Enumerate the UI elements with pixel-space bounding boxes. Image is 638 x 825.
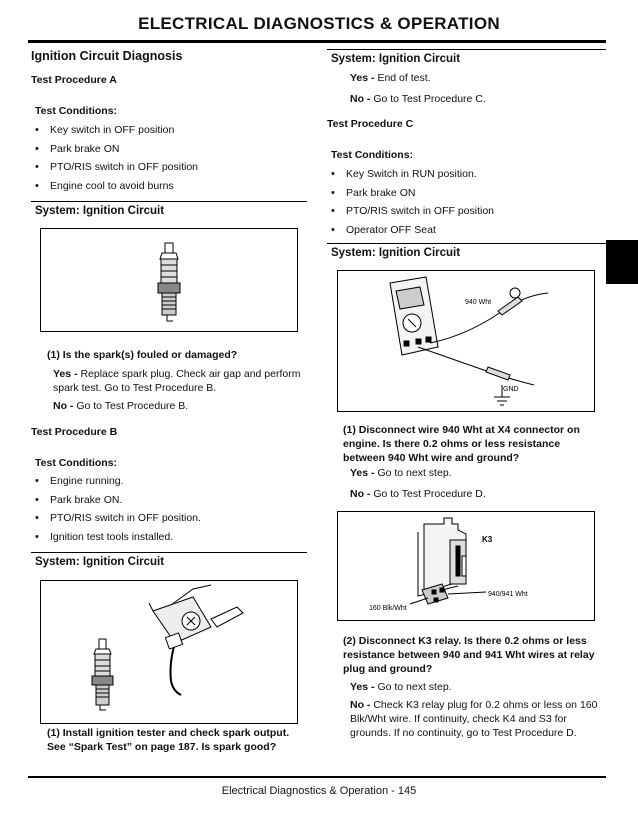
procedure-a-question: (1) Is the spark(s) fouled or damaged?: [47, 349, 238, 361]
no-label: No -: [350, 93, 371, 105]
page-footer: Electrical Diagnostics & Operation - 145: [221, 785, 417, 797]
yes-label: Yes -: [350, 72, 375, 84]
procedure-b-yes-answer: Yes - End of test.: [350, 72, 431, 84]
procedure-a-conditions-title: Test Conditions:: [35, 105, 118, 117]
system-rule: [327, 243, 606, 244]
procedure-c-question-2: (2) Disconnect K3 relay. Is there 0.2 ohms or less resistance between 940 and 941 Wht wires at relay plug and ground?: [343, 635, 595, 675]
procedure-a-yes-answer: Yes - Replace spark plug. Check air gap and perform spark test. Go to Test Procedure B.: [53, 368, 301, 394]
relay-wire-label: 160 Blk/Wht: [369, 605, 407, 612]
procedure-b-conditions-list: [35, 475, 305, 549]
wire-label: 940 Wht: [465, 299, 492, 306]
list-item: • Key Switch in RUN position.: [331, 168, 601, 187]
list-item: • PTO/RIS switch in OFF position: [331, 205, 601, 224]
list-item: • Park brake ON.: [35, 494, 305, 513]
procedure-b-no-answer: No - Go to Test Procedure C.: [350, 93, 486, 105]
procedure-c-title: Test Procedure C: [327, 118, 414, 130]
ignition-tester-icon: [41, 581, 297, 723]
header-rule: [28, 40, 606, 43]
procedure-a-system-title: System: Ignition Circuit: [35, 205, 165, 217]
procedure-c-q2-no-answer: No - Check K3 relay plug for 0.2 ohms or less on 160 Blk/Wht wire. If continuity, check K4 and S3 for grounds. If no continuity, go to Test Procedure D.: [350, 699, 598, 739]
procedure-a-no-answer: No - Go to Test Procedure B.: [53, 400, 189, 412]
multimeter-figure: [337, 270, 595, 412]
spark-plug-figure: [40, 228, 298, 332]
procedure-c-system-title: System: Ignition Circuit: [331, 247, 461, 259]
list-item: • Operator OFF Seat: [331, 224, 601, 243]
procedure-c-question-1: (1) Disconnect wire 940 Wht at X4 connector on engine. Is there 0.2 ohms or less resistance between 940 Wht wire and ground?: [343, 424, 580, 464]
no-label: No -: [350, 699, 371, 711]
procedure-b-system-title: System: Ignition Circuit: [35, 556, 165, 568]
section-title: Ignition Circuit Diagnosis: [31, 49, 183, 63]
list-item: • PTO/RIS switch in OFF position.: [35, 512, 305, 531]
list-item: • Ignition test tools installed.: [35, 531, 305, 550]
system-rule: [327, 49, 606, 50]
right-system-title: System: Ignition Circuit: [331, 53, 461, 65]
spark-plug-icon: [41, 229, 297, 331]
procedure-a-conditions-list: [35, 124, 305, 198]
footer-rule: [28, 776, 606, 778]
section-tab: [606, 240, 638, 284]
list-item: • PTO/RIS switch in OFF position: [35, 161, 305, 180]
system-rule: [31, 201, 307, 202]
procedure-c-q2-yes-answer: Yes - Go to next step.: [350, 681, 452, 693]
relay-figure: [337, 511, 595, 621]
system-rule: [31, 552, 307, 553]
procedure-c-q1-yes-answer: Yes - Go to next step.: [350, 467, 452, 479]
no-label: No -: [350, 488, 371, 500]
multimeter-icon: [338, 271, 594, 411]
list-item: • Engine running.: [35, 475, 305, 494]
relay-icon: [338, 512, 594, 620]
list-item: • Key switch in OFF position: [35, 124, 305, 143]
relay-label: K3: [482, 535, 493, 544]
ground-label: GND: [503, 386, 519, 393]
yes-label: Yes -: [53, 368, 78, 380]
list-item: • Park brake ON: [331, 187, 601, 206]
procedure-c-conditions-title: Test Conditions:: [331, 149, 414, 161]
yes-label: Yes -: [350, 467, 375, 479]
list-item: • Park brake ON: [35, 143, 305, 162]
procedure-b-question: (1) Install ignition tester and check spark output. See “Spark Test” on page 187. Is spark good?: [47, 727, 290, 753]
procedure-c-conditions-list: [331, 168, 601, 242]
yes-label: Yes -: [350, 681, 375, 693]
procedure-a-title: Test Procedure A: [31, 74, 117, 86]
page-title: ELECTRICAL DIAGNOSTICS & OPERATION: [138, 14, 500, 33]
procedure-b-title: Test Procedure B: [31, 426, 118, 438]
ignition-tester-figure: [40, 580, 298, 724]
list-item: • Engine cool to avoid burns: [35, 180, 305, 199]
procedure-b-conditions-title: Test Conditions:: [35, 457, 118, 469]
no-label: No -: [53, 400, 74, 412]
procedure-c-q1-no-answer: No - Go to Test Procedure D.: [350, 488, 486, 500]
relay-wire-label: 940/941 Wht: [488, 591, 528, 598]
